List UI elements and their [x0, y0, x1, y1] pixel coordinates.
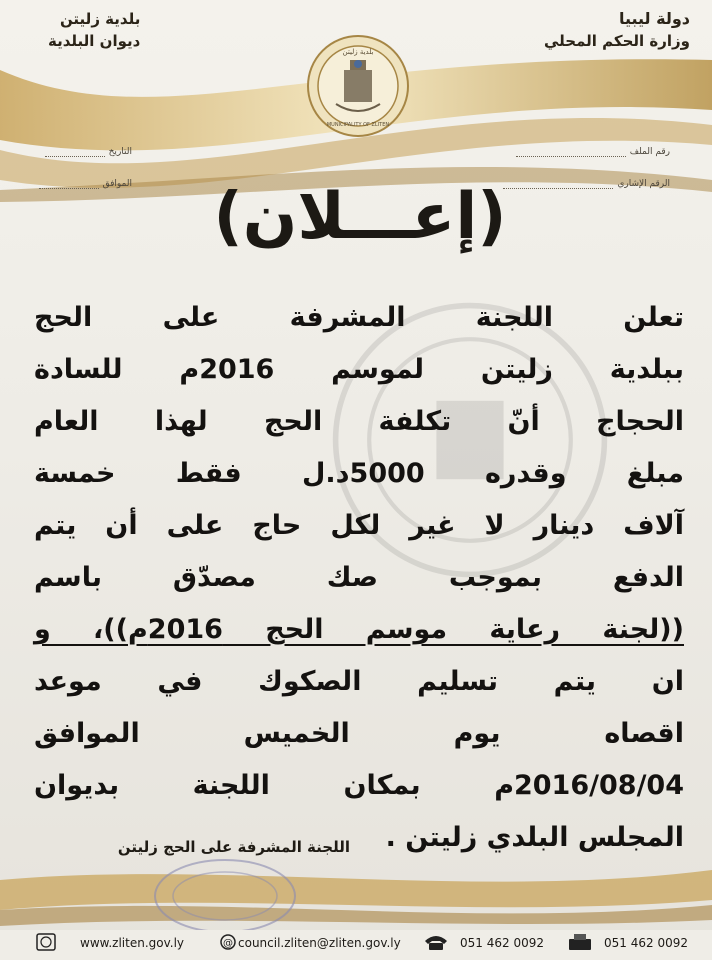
body-line: آلاف دينار لا غير لكل حاج على أن يتم	[34, 510, 684, 541]
phone-icon	[422, 933, 450, 951]
header-left-block	[48, 8, 140, 52]
body-line: ببلدية زليتن لموسم 2016م للسادة	[34, 354, 685, 385]
footer-contact-bar	[0, 930, 712, 960]
signature-committee: اللجنة المشرفة على الحج زليتن	[117, 838, 350, 856]
official-stamp-icon	[150, 856, 300, 936]
fax-number: 051 462 0092	[604, 936, 688, 950]
body-line: ان يتم تسليم الصكوك في موعد	[34, 666, 684, 697]
office-name: ديوان البلدية	[48, 32, 141, 50]
seal-text-bottom: MUNICIPALITY OF ZLITEN	[326, 122, 390, 128]
body-line: الحجاج أنّ تكلفة الحج لهذا العام	[34, 406, 684, 437]
ministry-name: وزارة الحكم المحلي	[543, 32, 690, 50]
municipality-seal-icon	[306, 34, 410, 138]
date-label: التاريخ	[108, 147, 132, 157]
fax-icon	[566, 933, 594, 951]
announcement-body	[34, 292, 684, 864]
state-name: دولة ليبيا	[618, 9, 690, 28]
header-right-block	[544, 8, 690, 52]
body-line-payee: ((لجنة رعاية موسم الحج 2016م))، و	[34, 614, 684, 645]
body-line: المجلس البلدي زليتن .	[385, 822, 684, 853]
municipality-name: بلدية زليتن	[59, 10, 141, 28]
globe-icon	[36, 933, 56, 951]
svg-text:@: @	[223, 938, 233, 949]
body-line: 2016/08/04م بمكان اللجنة بديوان	[34, 770, 684, 801]
file-number-field	[516, 146, 670, 157]
email-link[interactable]: council.zliten@zliten.gov.ly	[238, 936, 401, 950]
announcement-title: (إعـــلان)	[213, 180, 507, 254]
file-number-label: رقم الملف	[629, 147, 670, 157]
body-line: مبلغ وقدره 5000د.ل فقط خمسة	[34, 458, 684, 489]
phone-number: 051 462 0092	[460, 936, 544, 950]
footer-gold-wave	[0, 860, 712, 932]
body-line: الدفع بموجب صك مصدّق باسم	[34, 562, 684, 593]
seal-text-top: بلدية زليتن	[342, 48, 374, 56]
corresponding-date-label: الموافق	[102, 179, 132, 189]
body-line: اقصاه يوم الخميس الموافق	[34, 718, 684, 749]
email-icon	[218, 933, 238, 951]
website-link[interactable]: www.zliten.gov.ly	[80, 936, 185, 950]
reference-number-label: الرقم الإشاري	[617, 179, 670, 189]
date-field	[45, 146, 132, 157]
body-line: تعلن اللجنة المشرفة على الحج	[34, 302, 684, 333]
